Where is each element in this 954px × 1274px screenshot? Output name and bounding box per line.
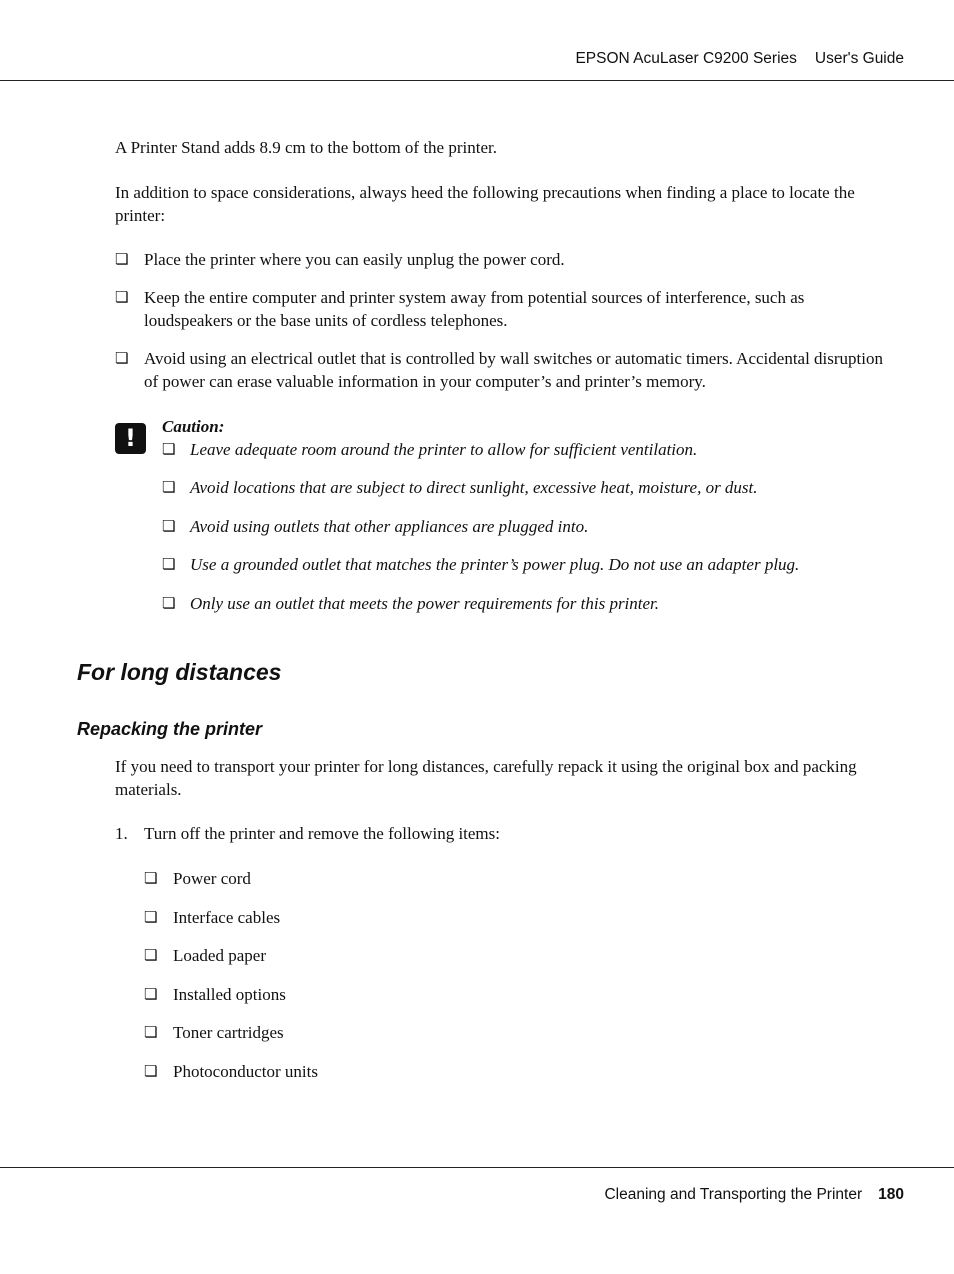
caution-item — [162, 592, 892, 615]
section-heading: For long distances — [77, 659, 282, 685]
header-guide-name: User's Guide — [814, 50, 904, 67]
caution-item — [162, 515, 892, 538]
removal-item — [144, 1021, 744, 1044]
repacking-intro-paragraph: If you need to transport your printer for long distances, carefully repack it using the original box and packing materials. — [115, 757, 857, 799]
checkbox-bullet-icon: ❏ — [162, 517, 176, 535]
removal-item-text: Installed options — [173, 985, 286, 1004]
checkbox-bullet-icon: ❏ — [144, 869, 158, 887]
checkbox-bullet-icon: ❏ — [144, 1062, 158, 1080]
page-number: 180 — [878, 1186, 904, 1203]
removal-item-text: Interface cables — [173, 908, 281, 927]
checkbox-bullet-icon: ❏ — [144, 908, 158, 926]
stand-note-paragraph: A Printer Stand adds 8.9 cm to the bottom of the printer. — [115, 138, 497, 157]
caution-icon: ! — [115, 423, 146, 454]
precaution-text: Place the printer where you can easily unplug the power cord. — [144, 250, 565, 269]
checkbox-bullet-icon: ❏ — [162, 555, 176, 573]
running-footer — [604, 1186, 904, 1204]
header-rule — [0, 80, 954, 81]
precaution-text: Avoid using an electrical outlet that is controlled by wall switches or automatic timers. Accidental disruption of power can erase valuable information in your computer’s and printer’s memory. — [144, 349, 884, 391]
caution-text: Avoid locations that are subject to direct sunlight, excessive heat, moisture, or dust. — [190, 478, 758, 497]
checkbox-bullet-icon: ❏ — [144, 985, 158, 1003]
step-number: 1. — [115, 824, 128, 843]
removal-item — [144, 983, 744, 1006]
removal-item-text: Photoconductor units — [173, 1062, 318, 1081]
caution-item — [162, 553, 892, 576]
caution-title: Caution: — [162, 417, 225, 436]
step-item — [115, 822, 885, 845]
precaution-item — [115, 248, 885, 271]
caution-text: Only use an outlet that meets the power requirements for this printer. — [190, 594, 660, 613]
checkbox-bullet-icon: ❏ — [162, 594, 176, 612]
precaution-item — [115, 347, 885, 393]
footer-rule — [0, 1167, 954, 1168]
removal-item — [144, 867, 744, 890]
caution-item — [162, 438, 892, 461]
removal-item-text: Power cord — [173, 869, 251, 888]
removal-item — [144, 1060, 744, 1083]
step-text: Turn off the printer and remove the following items: — [144, 824, 500, 843]
running-header — [575, 50, 904, 68]
footer-section-name: Cleaning and Transporting the Printer — [604, 1186, 863, 1203]
checkbox-bullet-icon: ❏ — [115, 349, 129, 367]
caution-text: Leave adequate room around the printer to allow for sufficient ventilation. — [190, 440, 698, 459]
checkbox-bullet-icon: ❏ — [115, 250, 129, 268]
checkbox-bullet-icon: ❏ — [162, 478, 176, 496]
removal-item — [144, 906, 744, 929]
removal-item — [144, 944, 744, 967]
removal-item-text: Loaded paper — [173, 946, 266, 965]
precautions-intro-paragraph: In addition to space considerations, always heed the following precautions when finding a place to locate the printer: — [115, 183, 855, 225]
checkbox-bullet-icon: ❏ — [115, 288, 129, 306]
precaution-item — [115, 286, 885, 332]
subsection-heading: Repacking the printer — [77, 719, 263, 739]
removal-item-text: Toner cartridges — [173, 1023, 284, 1042]
caution-text: Use a grounded outlet that matches the printer’s power plug. Do not use an adapter plug. — [190, 555, 800, 574]
caution-text: Avoid using outlets that other appliances are plugged into. — [190, 517, 589, 536]
checkbox-bullet-icon: ❏ — [162, 440, 176, 458]
caution-item — [162, 476, 892, 499]
checkbox-bullet-icon: ❏ — [144, 1023, 158, 1041]
precaution-text: Keep the entire computer and printer system away from potential sources of interference, such as loudspeakers or the base units of cordless telephones. — [144, 288, 805, 330]
checkbox-bullet-icon: ❏ — [144, 946, 158, 964]
header-product-name: EPSON AcuLaser C9200 Series — [575, 50, 797, 67]
